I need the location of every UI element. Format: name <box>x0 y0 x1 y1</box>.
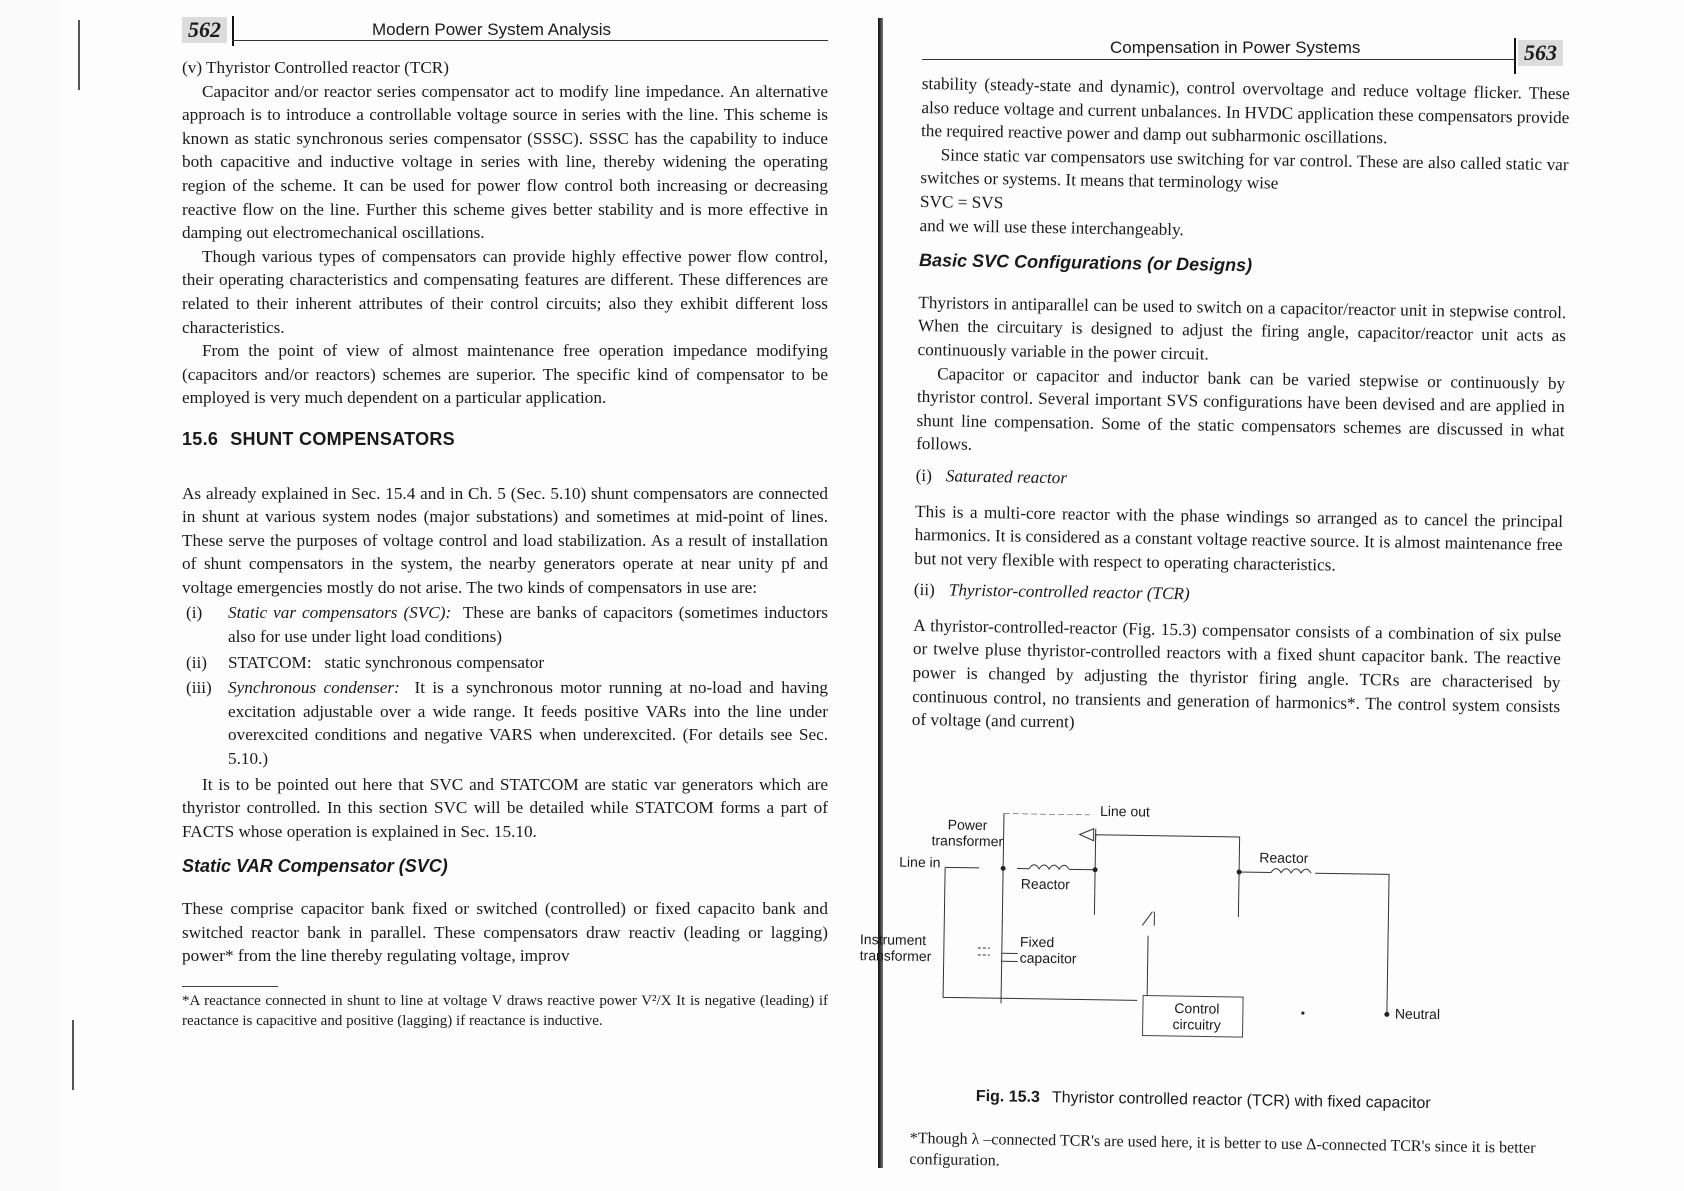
running-title-right: Compensation in Power Systems <box>1110 38 1361 57</box>
paragraph: It is to be pointed out here that SVC and STATCOM are static var generators which are thyristor controlled. In this section SVC will be detailed while STATCOM forms a part of FACTS whose operation is explained in Sec. 15.10. <box>182 774 828 841</box>
instrument-symbol <box>978 948 990 955</box>
neutral-wire <box>1313 873 1389 1014</box>
left-text-column <box>182 56 828 1031</box>
subheading: Static VAR Compensator (SVC) <box>182 856 448 877</box>
list-item <box>186 601 828 648</box>
footnote-rule <box>182 986 278 987</box>
running-title-left: Modern Power System Analysis <box>372 20 612 39</box>
fixed-capacitor-label: Fixed capacitor <box>1019 933 1077 967</box>
subsection-heading <box>914 578 1562 612</box>
book-gutter <box>878 18 883 1168</box>
line-out-wire <box>1004 813 1090 814</box>
header-bar-left <box>232 16 234 46</box>
junction-dot <box>1093 867 1098 872</box>
list-text: These are banks of capacitors (sometimes inductors also for use under light load conditions) <box>228 603 828 647</box>
control-wire <box>1147 936 1148 1001</box>
paragraph: stability (steady-state and dynamic), control overvoltage and reduce voltage flicker. These also reduce voltage and current unbalances. In HVDC application these compensators provide the required reactive power and damp out subharmonic oscillations. <box>920 73 1570 148</box>
footnote: *A reactance connected in shunt to line at voltage V draws reactive power V²/X It is negative (leading) if reactance is capacitive and positive (lagging) if reactance is inductive. <box>182 992 828 1029</box>
reactor-drop <box>1094 870 1095 915</box>
neutral-label: Neutral <box>1394 1005 1441 1023</box>
header-bar-right <box>1514 38 1516 74</box>
list-text: static synchronous compensator <box>324 652 545 672</box>
paragraph: Since static var compensators use switching for var control. These are also called static var switches or systems. It means that terminology wise <box>920 145 1569 193</box>
section-number: 15.6 <box>182 428 219 449</box>
paragraph: and we will use these interchangeably. <box>919 215 1184 239</box>
section-title: SHUNT COMPENSATORS <box>230 428 455 449</box>
power-transformer-label: Power transformer <box>931 816 1004 850</box>
thyristor-icon <box>1142 912 1154 926</box>
page-edge-mark <box>78 20 80 90</box>
subheading: Basic SVC Configurations (or Designs) <box>918 250 1253 276</box>
reactor2-wire-left <box>1239 872 1271 873</box>
figure-number: Fig. 15.3 <box>975 1088 1041 1107</box>
subsection-title: Saturated reactor <box>945 466 1068 488</box>
paragraph: From the point of view of almost maintenance free operation impedance modifying (capacitors and/or reactors) schemes are superior. The specific kind of compensator to be employed is very much dependent on a particular application. <box>182 341 828 408</box>
page-edge-mark <box>72 1020 74 1090</box>
paragraph: Capacitor and/or reactor series compensator act to modify line impedance. An alternative approach is to introduce a controllable voltage source in series with the line. This scheme is known as static synchronous series compensator (SSSC). SSSC has the capability to induce both capacitive and inductive voltage in series with line, thereby widening the operating region of the scheme. It can be used for power flow control both increasing or decreasing reactive flow on the line. Further this scheme gives better stability and is more effective in damping out electromechanical oscillations. <box>182 81 828 243</box>
footnote: *Though λ –connected TCR's are used here, it is better to use Δ-connected TCR's since it is better configuration. <box>909 1129 1536 1170</box>
control-circuitry-label: Control circuitry <box>1172 1000 1221 1033</box>
line-out-label: Line out <box>1099 802 1150 820</box>
list-label: (i) <box>186 603 203 623</box>
line-in-wire <box>945 867 979 868</box>
junction-dot <box>1237 869 1242 874</box>
list-term: STATCOM: <box>228 652 312 672</box>
paragraph: Thyristors in antiparallel can be used to switch on a capacitor/reactor unit in stepwise control. When the circuitary is designed to adjust the firing angle, capacitor/reactor unit acts as continuously variable in the power circuit. <box>917 292 1567 364</box>
paragraph: As already explained in Sec. 15.4 and in Ch. 5 (Sec. 5.10) shunt compensators are connected in shunt at various system nodes (major substations) and sometimes at mid-point of lines. These serve the purposes of voltage control and load stabilization. As a result of installation of shunt compensators in the system, the nearby generators operate at near unity pf and voltage emergencies mostly do not arise. The two kinds of compensators in use are: <box>182 483 828 597</box>
paragraph: A thyristor-controlled-reactor (Fig. 15.3) compensator consists of a combination of six pulse or twelve pluse thyristor-controlled reactors with a fixed shunt capacitor bank. The reactive power is changed by adjusting the thyristor firing angle. TCRs are characterised by continuous control, no transients and generation of harmonics*. The control system consists of voltage (and current) <box>911 615 1562 732</box>
right-text-column <box>912 72 1570 742</box>
list-label: (iii) <box>186 678 212 698</box>
item-heading: (v) Thyristor Controlled reactor (TCR) <box>182 58 449 77</box>
circuit-diagram <box>916 812 1580 1092</box>
formula: SVC = SVS <box>919 191 1004 213</box>
paragraph: These comprise capacitor bank fixed or switched (controlled) or fixed capacito bank and switched reactor bank in parallel. These compensators draw reactiv (leading or lagging) power* from the line thereby regulating voltage, improv <box>182 899 828 966</box>
section-heading <box>182 428 828 452</box>
figure-caption-text: Thyristor controlled reactor (TCR) with fixed capacitor <box>1051 1089 1431 1113</box>
dot <box>1301 1011 1304 1014</box>
reactor-coil-icon <box>1271 869 1311 874</box>
instrument-transformer-label: Instrument transformer <box>859 931 932 965</box>
reactor-coil-icon <box>1029 865 1069 870</box>
page-number-left: 562 <box>182 17 227 43</box>
neutral-dot <box>1384 1012 1389 1017</box>
paragraph: Though various types of compensators can provide highly effective power flow control, their operating characteristics and compensating features are different. These differences are related to their inherent attributes of their control circuits; also they exhibit different loss characteristics. <box>182 246 828 337</box>
capacitor-plates <box>1002 953 1018 961</box>
tcr-circuit-figure <box>859 802 1580 1092</box>
thyristor-icon <box>1080 829 1096 841</box>
list-term: Synchronous condenser: <box>228 678 400 698</box>
page-number-right: 563 <box>1518 40 1563 66</box>
subsection-title: Thyristor-controlled reactor (TCR) <box>948 580 1190 604</box>
line-in-label: Line in <box>899 853 941 871</box>
list-text: It is a synchronous motor running at no-load and having excitation adjustable over a wide range. It feeds positive VARs into the line under overexcited conditions and negative VARS when underexcited. (For details see Sec. 5.10.) <box>228 678 829 769</box>
list-label: (ii) <box>186 652 207 672</box>
list-term: Static var compensators (SVC): <box>228 603 452 623</box>
reactor-label: Reactor <box>1259 849 1309 867</box>
junction-dot <box>1001 866 1006 871</box>
list-item <box>186 651 828 675</box>
subsection-heading <box>915 464 1563 498</box>
list-item <box>186 676 828 770</box>
reactor-label: Reactor <box>1020 875 1071 893</box>
header-rule-left <box>232 40 828 41</box>
paragraph: Capacitor or capacitor and inductor bank can be varied stepwise or continuously by thyristor control. Several important SVS configurations have been devised and are applied in shunt line compensation. Some of the static compensators schemes are discussed in what follows. <box>916 363 1566 455</box>
subsection-label: (i) <box>915 465 933 486</box>
subsection-label: (ii) <box>913 580 936 600</box>
header-rule-right <box>922 59 1514 60</box>
paragraph: This is a multi-core reactor with the phase windings so arranged as to cancel the principal harmonics. It is considered as a constant voltage reactive source. It is almost maintenance free but not very flexible with respect to operating characteristics. <box>914 501 1564 575</box>
